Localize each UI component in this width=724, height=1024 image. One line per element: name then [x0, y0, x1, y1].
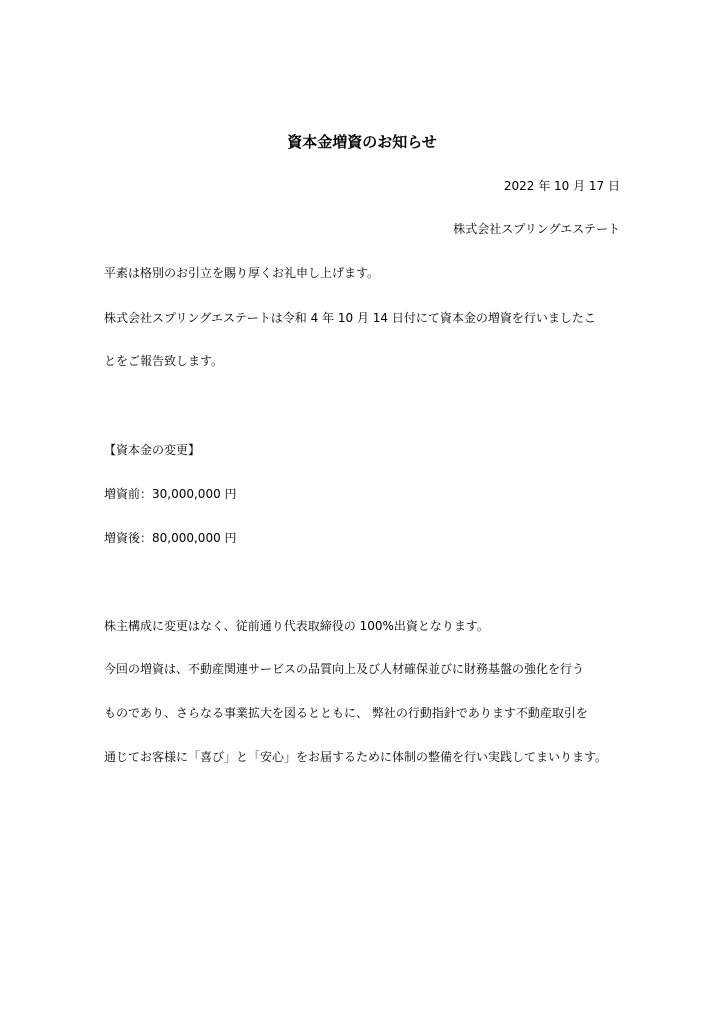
capital-after: 増資後：80,000,000 円 [104, 531, 237, 545]
announcement-line-2: とをご報告致します。 [104, 354, 224, 368]
purpose-line-3: 通じてお客様に「喜び」と「安心」をお届するために体制の整備を行い実践してまいります。 [104, 750, 608, 764]
purpose-line-1: 今回の増資は、不動産関連サービスの品質向上及び人材確保並びに財務基盤の強化を行う [104, 662, 585, 676]
issue-date: 2022 年 10 月 17 日 [503, 179, 620, 193]
announcement-line-1: 株式会社スプリングエステートは令和 4 年 10 月 14 日付にて資本金の増資を行いましたこ [104, 311, 596, 325]
capital-before: 増資前：30,000,000 円 [104, 487, 237, 501]
document-title: 資本金増資のお知らせ [287, 133, 437, 151]
capital-change-heading: 【資本金の変更】 [104, 443, 201, 457]
greeting-text: 平素は格別のお引立を賜り厚くお礼申し上げます。 [104, 266, 380, 280]
shareholders-text: 株主構成に変更はなく、従前通り代表取締役の 100%出資となります。 [104, 619, 489, 633]
company-name: 株式会社スプリングエステート [453, 222, 620, 236]
purpose-line-2: ものであり、さらなる事業拡大を図るとともに、 弊社の行動指針であります不動産取引を [104, 706, 588, 720]
